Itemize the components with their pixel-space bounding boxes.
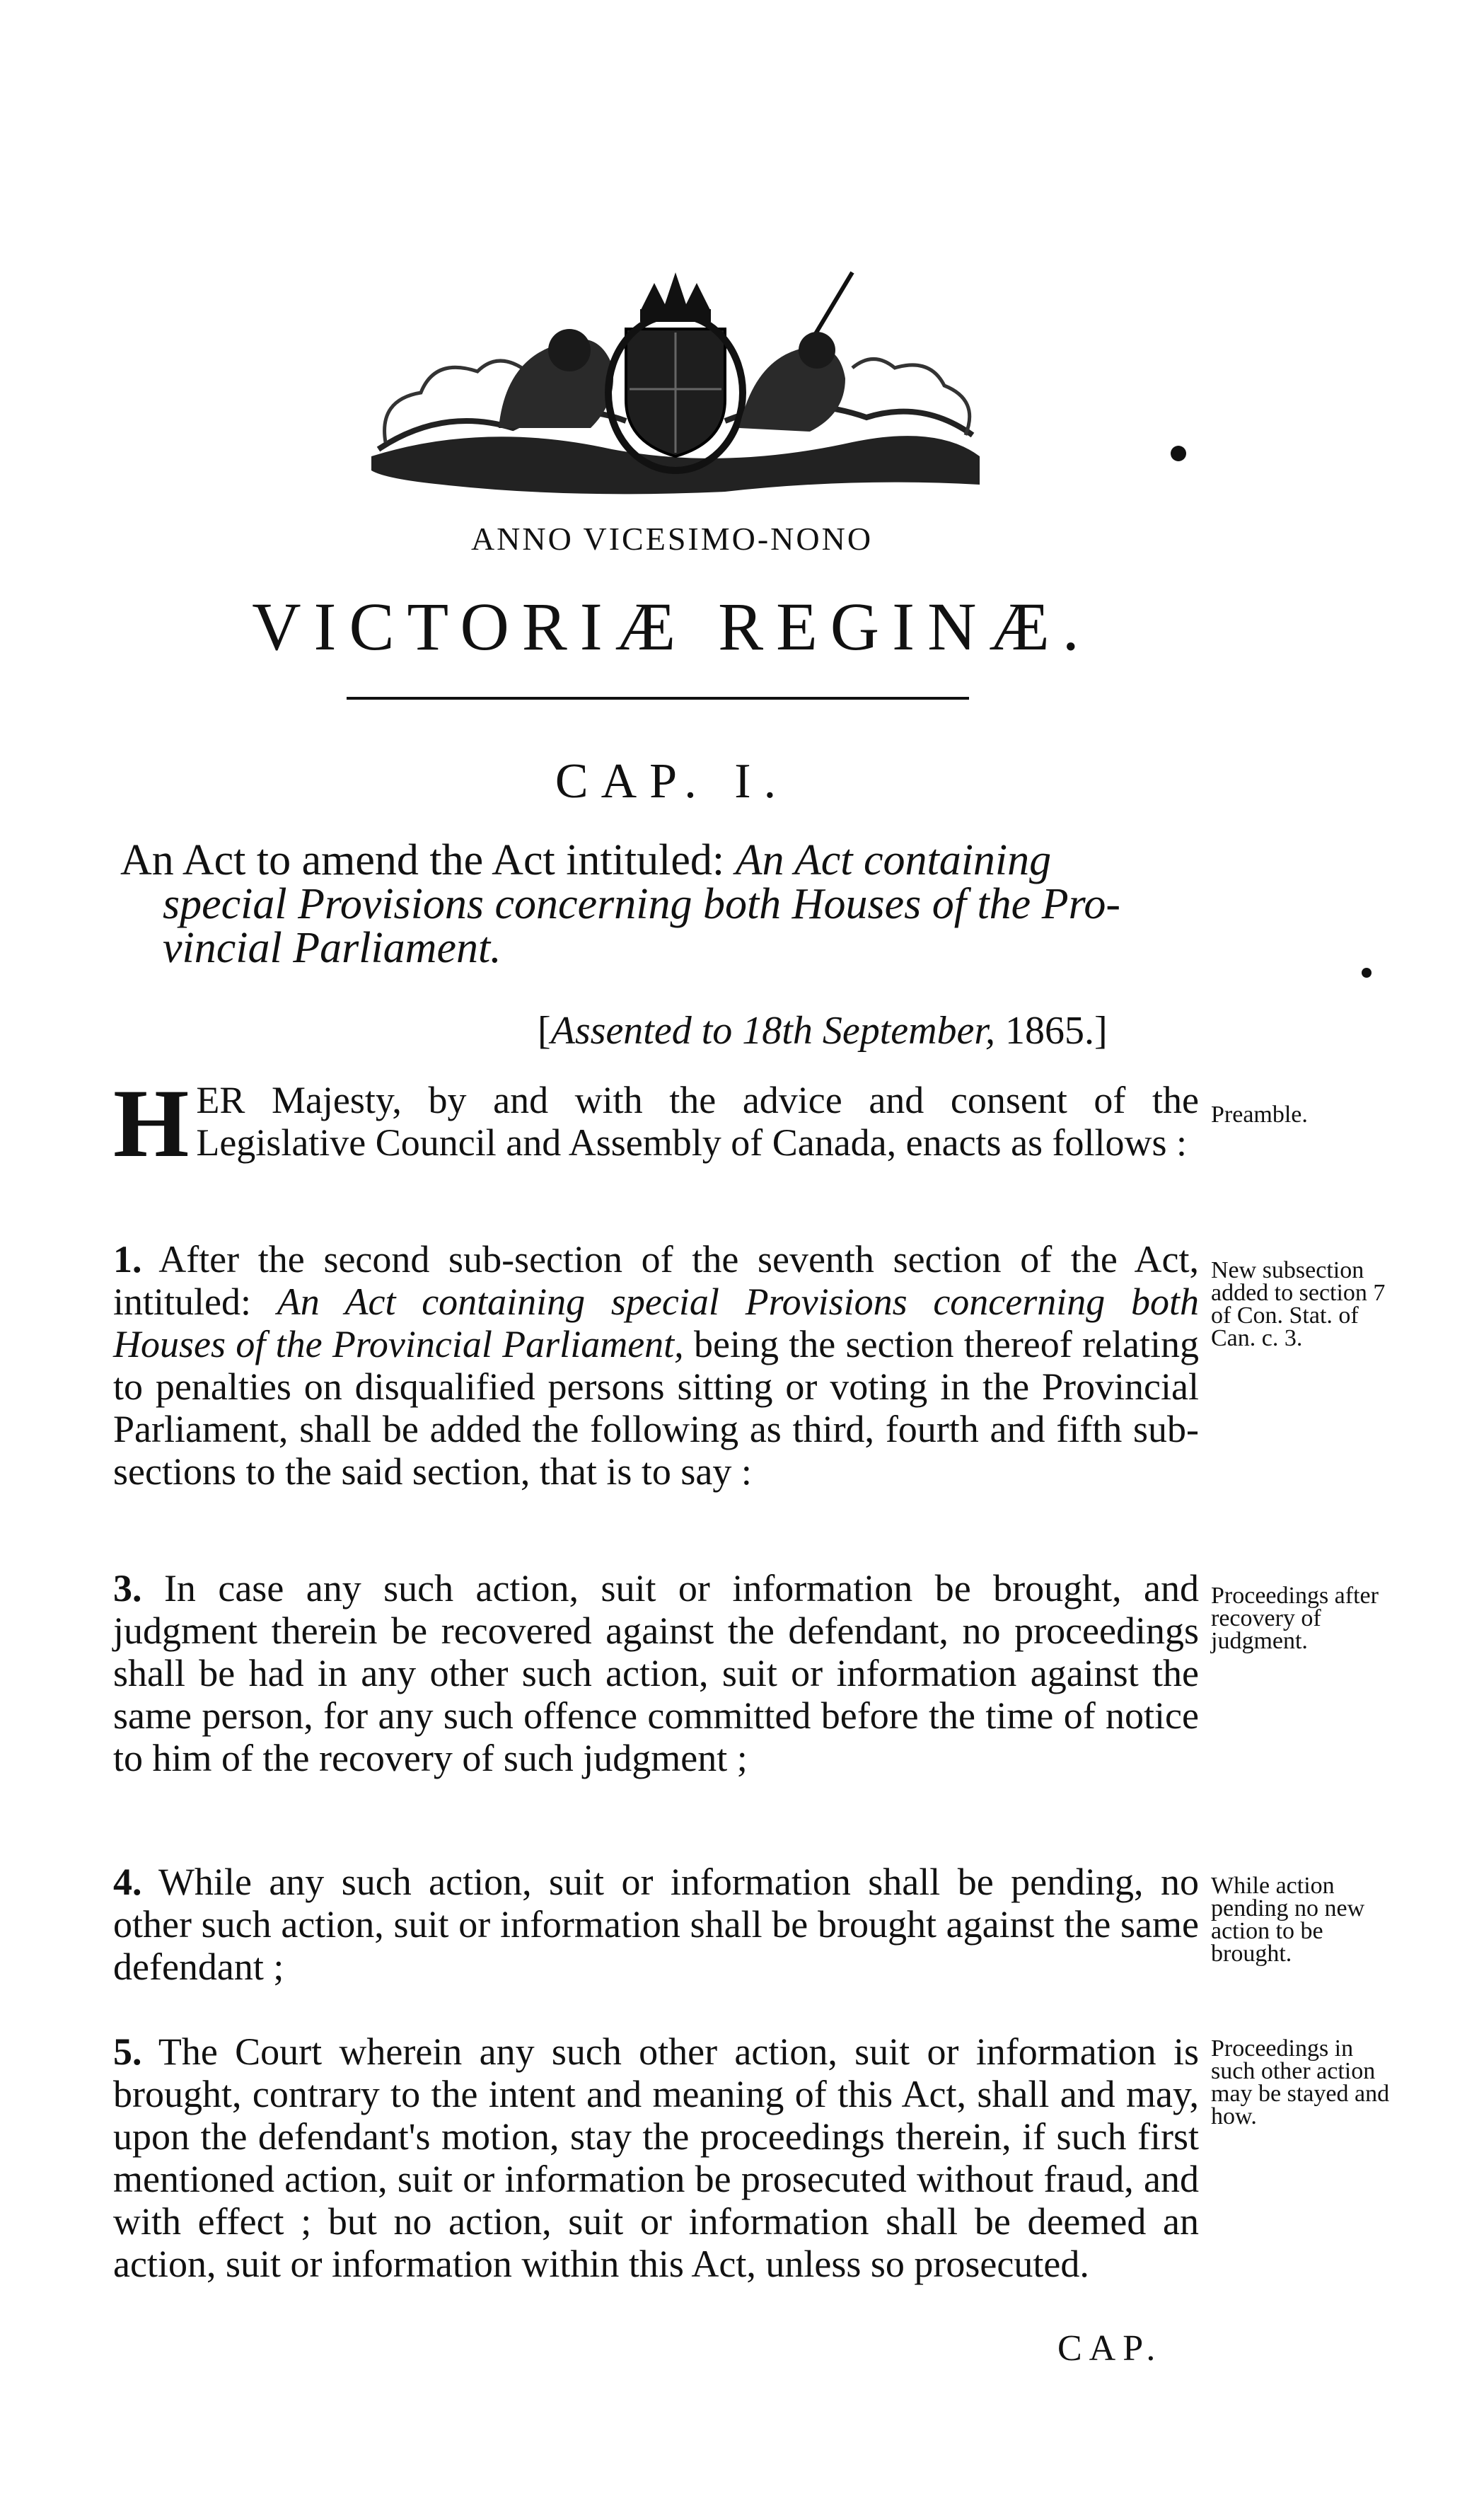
regnal-heading: VICTORIÆ REGINÆ. (252, 589, 1092, 664)
section-4-text: While any such action, suit or information shall be pending, no other such action, suit or information shall be brought against the same defendant ; (113, 1861, 1199, 1988)
section-1-italic: An Act containing special Provisions concerning both Houses of the Provincial Parliament, (113, 1281, 1200, 1365)
chapter-heading: CAP. I. (555, 754, 789, 809)
assent-date (538, 1008, 1174, 1053)
section-1-text-b: being the section thereof relating to penalties on disqualified persons sitting or voting in the Provincial Parliament, shall be added the following as third, fourth and fifth sub-sections to the said section, that is to say : (113, 1323, 1200, 1493)
act-title-italic-3: vincial Parliament. (163, 924, 501, 972)
act-title-italic-1: An Act containing (735, 836, 1052, 884)
section-number: 5. (113, 2030, 142, 2073)
section-3 (113, 1567, 1199, 1779)
ink-speck (1171, 446, 1186, 461)
section-number: 1. (113, 1238, 142, 1281)
marginal-note-section-4: While action pending no new action to be brought. (1211, 1873, 1365, 1967)
section-number: 3. (113, 1567, 142, 1609)
act-title-lead: An Act to amend the Act intituled: (120, 836, 725, 884)
divider-rule (347, 697, 969, 700)
act-title-italic-2: special Provisions concerning both Houses of the Pro- (163, 880, 1121, 928)
marginal-note-section-1: New subsection added to section 7 of Con. Stat. of Can. c. 3. (1211, 1257, 1386, 1351)
ink-speck (1362, 968, 1372, 978)
section-number: 4. (113, 1861, 142, 1903)
section-3-text: In case any such action, suit or information be brought, and judgment therein be recovered against the defendant, no proceedings shall be had in any other such action, suit or information against the same person, for any such offence committed before the time of notice to him of the recovery of such judgment ; (113, 1567, 1200, 1779)
section-1-text-a: After the second sub-section of the seventh section of the Act, intituled: (113, 1238, 1199, 1323)
preamble-paragraph (113, 1069, 1199, 1177)
marginal-note-preamble: Preamble. (1211, 1102, 1308, 1128)
marginal-note-section-3: Proceedings after recovery of judgment. (1211, 1583, 1379, 1654)
section-5 (113, 2030, 1199, 2285)
assent-close: 1865.] (1005, 1009, 1108, 1053)
section-1 (113, 1238, 1199, 1493)
royal-coat-of-arms-icon (357, 244, 994, 499)
section-4 (113, 1861, 1199, 1988)
assent-open: [ (538, 1009, 551, 1053)
drop-cap: H (113, 1069, 190, 1177)
preamble-text: ER Majesty, by and with the advice and consent of the Legislative Council and Assembly of Canada, enacts as follows : (196, 1079, 1199, 1164)
anno-heading: ANNO VICESIMO-NONO (470, 521, 874, 557)
catchword: CAP. (1057, 2328, 1163, 2369)
section-5-text: The Court wherein any such other action, suit or information is brought, contrary to the intent and meaning of this Act, shall and may, upon the defendant's motion, stay the proceedings therein, if such first mentioned action, suit or information be prosecuted without fraud, and with effect ; but no action, suit or information shall be deemed an action, suit or information within this Act, unless so prosecuted. (113, 2030, 1199, 2285)
act-title (120, 838, 1210, 970)
marginal-note-section-5: Proceedings in such other action may be stayed and how. (1211, 2035, 1390, 2129)
assent-italic: Assented to 18th September, (550, 1009, 995, 1053)
